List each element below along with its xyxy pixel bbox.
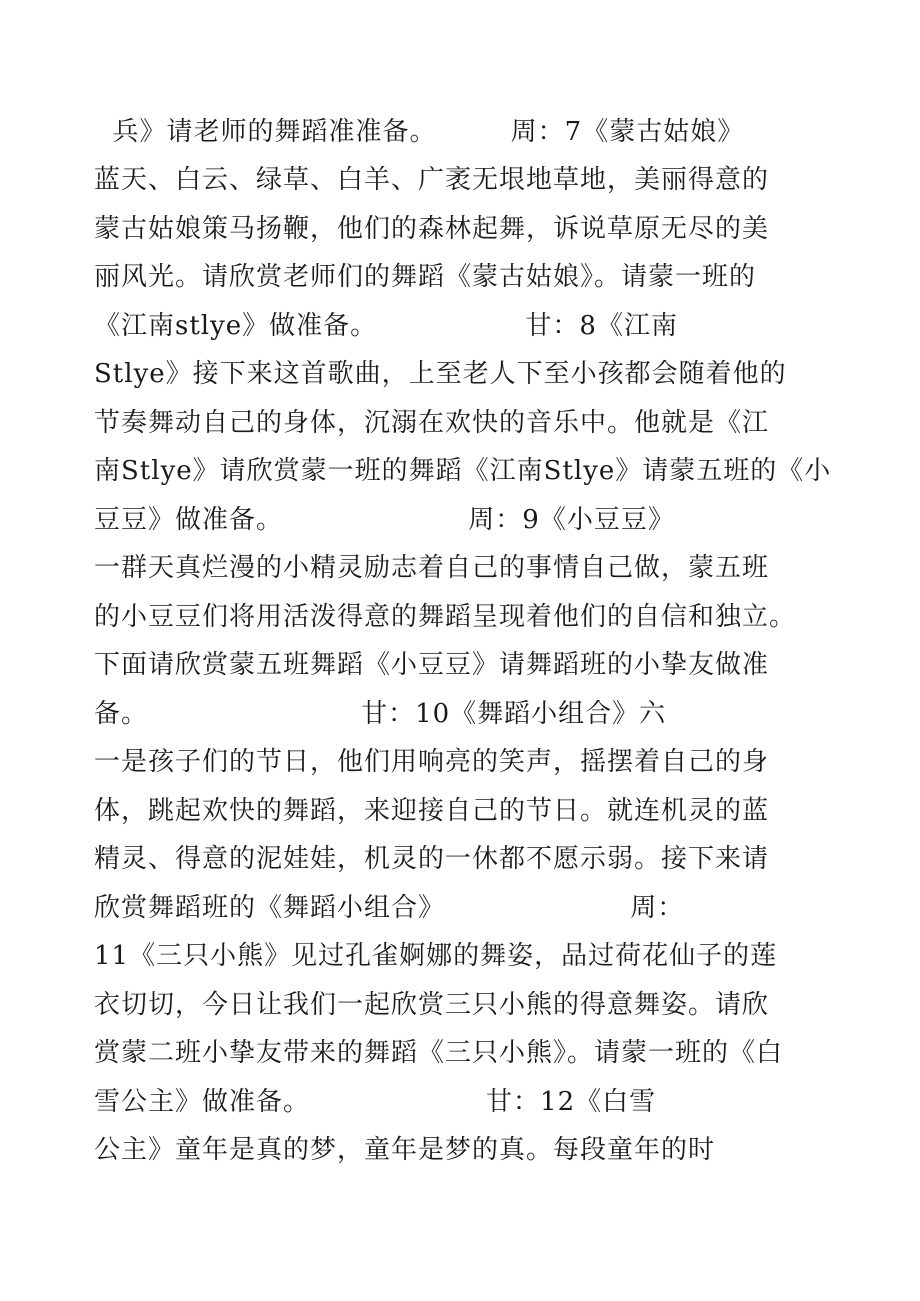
text-line: 赏蒙二班小挚友带来的舞蹈《三只小熊》。请蒙一班的《白	[94, 1038, 784, 1068]
text-line: Stlye》接下来这首歌曲，上至老人下至小孩都会随着他的	[94, 359, 787, 389]
text-line: 豆豆》做准备。 周：9《小豆豆》	[94, 505, 675, 535]
text-line: 11《三只小熊》见过孔雀婀娜的舞姿，品过荷花仙子的莲	[94, 941, 778, 971]
text-line: 《江南stlye》做准备。 甘：8《江南	[94, 311, 678, 341]
text-line: 蒙古姑娘策马扬鞭，他们的森林起舞，诉说草原无尽的美	[94, 214, 770, 244]
text-line: 雪公主》做准备。 甘：12《白雪	[94, 1087, 657, 1117]
text-line: 一是孩子们的节日，他们用响亮的笑声，摇摆着自己的身	[94, 747, 770, 777]
text-line: 衣切切，今日让我们一起欣赏三只小熊的得意舞姿。请欣	[94, 990, 770, 1020]
text-line: 体，跳起欢快的舞蹈，来迎接自己的节日。就连机灵的蓝	[94, 796, 770, 826]
text-line: 备。 甘：10《舞蹈小组合》六	[94, 699, 667, 729]
text-line: 欣赏舞蹈班的《舞蹈小组合》 周：	[94, 893, 685, 923]
text-line: 公主》童年是真的梦，童年是梦的真。每段童年的时	[94, 1135, 716, 1165]
text-line: 节奏舞动自己的身体，沉溺在欢快的音乐中。他就是《江	[94, 408, 770, 438]
text-line: 精灵、得意的泥娃娃，机灵的一休都不愿示弱。接下来请	[94, 844, 770, 874]
text-line: 一群天真烂漫的小精灵励志着自己的事情自己做，蒙五班	[94, 553, 770, 583]
text-line: 蓝天、白云、绿草、白羊、广袤无垠地草地，美丽得意的	[94, 165, 770, 195]
text-line: 兵》请老师的舞蹈准准备。 周：7《蒙古姑娘》	[94, 117, 745, 147]
text-line: 下面请欣赏蒙五班舞蹈《小豆豆》请舞蹈班的小挚友做准	[94, 650, 770, 680]
text-line: 的小豆豆们将用活泼得意的舞蹈呈现着他们的自信和独立。	[94, 602, 797, 632]
text-line: 南Stlye》请欣赏蒙一班的舞蹈《江南Stlye》请蒙五班的《小	[94, 456, 832, 486]
text-line: 丽风光。请欣赏老师们的舞蹈《蒙古姑娘》。请蒙一班的	[94, 262, 757, 292]
